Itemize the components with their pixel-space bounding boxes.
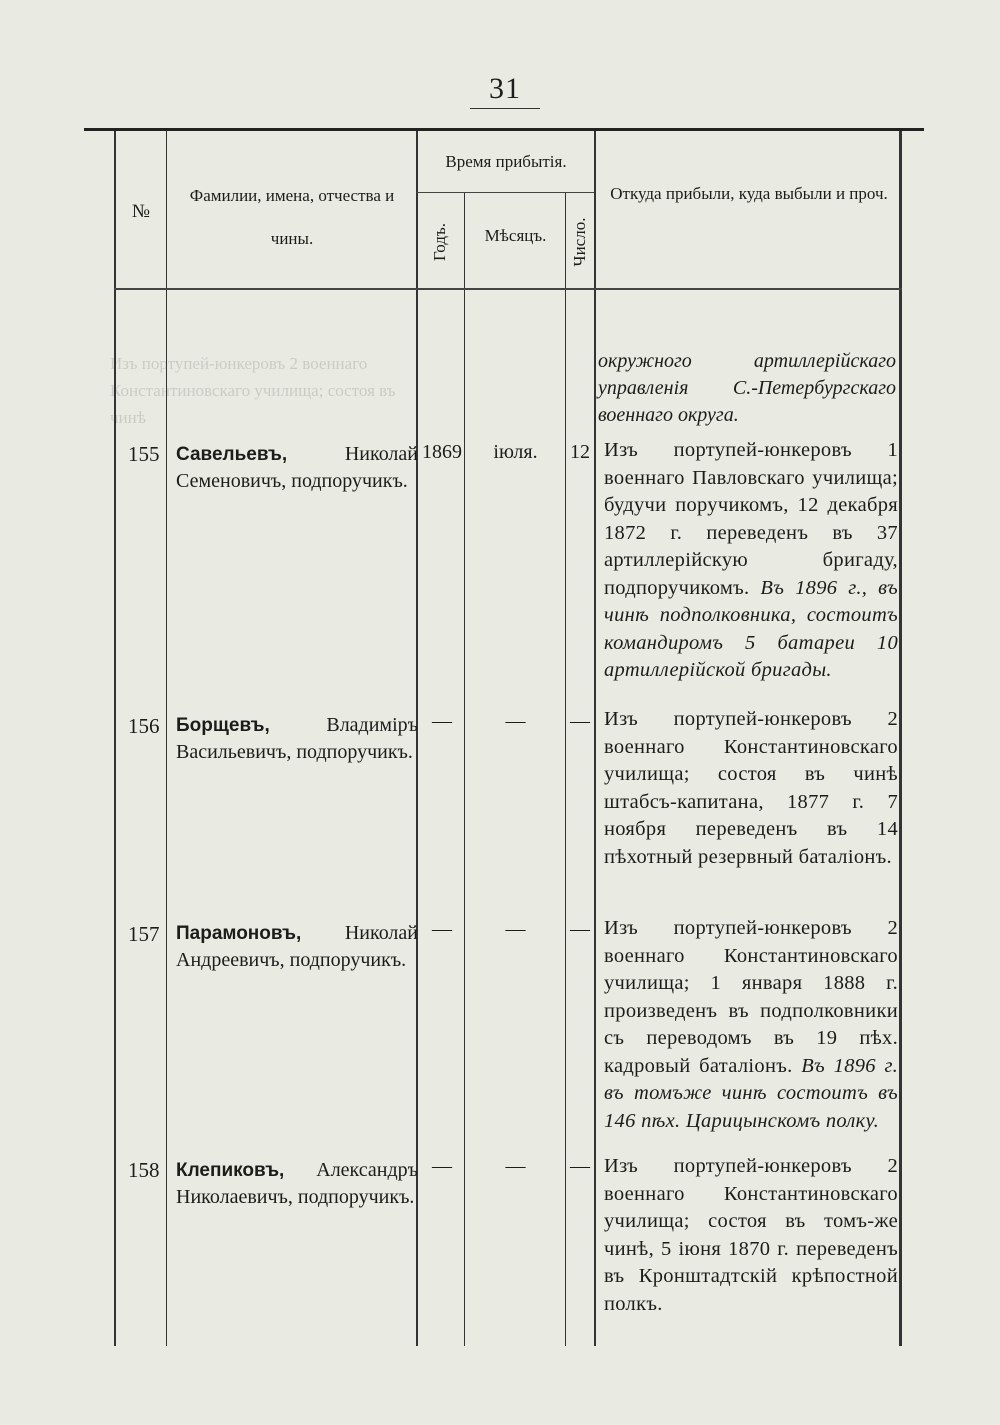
arrival-month: — xyxy=(505,1155,526,1177)
arrival-year: 1869 xyxy=(422,441,462,463)
name-rest: Николай Семеновичъ, подпоручикъ. xyxy=(176,443,418,492)
record-text: Изъ портупей-юнкеровъ 2 военнаго Константиновскаго училища; 1 января 1888 г. произведенъ въ подполковники съ переводомъ въ 19 пѣх. кадровый баталіонъ. xyxy=(604,917,898,1077)
service-record xyxy=(604,437,898,685)
surname: Борщевъ, xyxy=(176,715,270,736)
officer-name xyxy=(176,920,418,974)
arrival-day: — xyxy=(570,710,590,732)
surname: Клепиковъ, xyxy=(176,1160,285,1181)
continuation-note: окружного артиллерійскаго управленія С.-Петербургскаго военнаго округа. xyxy=(598,350,896,426)
record-note: Въ 1896 г., въ чинѣ подполковника, состоитъ командиромъ 5 батареи 10 артиллерійской бригады. xyxy=(604,576,898,681)
officer-name xyxy=(176,1157,418,1211)
header-names: Фамилии, имена, отчества и чины. xyxy=(189,186,395,248)
header-whence: Откуда прибыли, куда выбыли и проч. xyxy=(610,184,888,203)
header-year: Годъ. xyxy=(430,222,449,262)
name-rest: Владиміръ Васильевичъ, подпоручикъ. xyxy=(176,714,418,763)
arrival-month: — xyxy=(505,918,526,940)
header-subrule xyxy=(416,192,594,193)
row-number: 157 xyxy=(128,922,160,946)
service-record xyxy=(604,915,898,1135)
row-number: 156 xyxy=(128,714,160,738)
column-divider xyxy=(594,131,596,1346)
service-record xyxy=(604,1153,898,1318)
arrival-year: — xyxy=(432,710,452,732)
table-right-border xyxy=(899,131,902,1346)
arrival-year: — xyxy=(432,1155,452,1177)
arrival-month: іюля. xyxy=(493,441,538,463)
page-number: 31 xyxy=(470,72,540,109)
record-note: Въ 1896 г. въ томъже чинѣ состоитъ въ 146 пѣх. Царицынскомъ полку. xyxy=(604,1054,898,1132)
bleed-through-text: Изъ портупей-юнкеровъ 2 военнаго Константиновскаго училища; состоя въ чинѣ xyxy=(110,354,396,427)
arrival-day: 12 xyxy=(570,441,590,463)
top-rule xyxy=(84,128,924,131)
officer-name xyxy=(176,441,418,495)
header-month: Мѣсяцъ. xyxy=(484,226,547,245)
arrival-year: — xyxy=(432,918,452,940)
header-number: № xyxy=(131,201,151,222)
table-left-border xyxy=(114,131,116,1346)
header-arrival: Время прибытія. xyxy=(445,152,567,171)
row-number: 155 xyxy=(128,442,160,466)
officer-name xyxy=(176,712,418,766)
name-rest: Александръ Николаевичъ, подпоручикъ. xyxy=(176,1159,418,1208)
record-text: Изъ портупей-юнкеровъ 2 военнаго Константиновскаго училища; состоя въ томъ-же чинѣ, 5 іюня 1870 г. переведенъ въ Кронштадтскій крѣпостной полкъ. xyxy=(604,1155,898,1315)
name-rest: Николай Андреевичъ, подпоручикъ. xyxy=(176,922,418,971)
record-text: Изъ портупей-юнкеровъ 1 военнаго Павловскаго училища; будучи поручикомъ, 12 декабря 1872 г. переведенъ въ 37 артиллерійскую бригаду, подпоручикомъ. xyxy=(604,439,898,599)
header-day: Число. xyxy=(570,217,589,267)
arrival-month: — xyxy=(505,710,526,732)
service-record xyxy=(604,706,898,871)
surname: Парамоновъ, xyxy=(176,923,302,944)
record-text: Изъ портупей-юнкеровъ 2 военнаго Константиновскаго училища; состоя въ чинѣ штабсъ-капитана, 1877 г. 7 ноября переведенъ въ 14 пѣхотный резервный баталіонъ. xyxy=(604,708,898,868)
header-bottom-rule xyxy=(114,288,902,290)
arrival-day: — xyxy=(570,1155,590,1177)
surname: Савельевъ, xyxy=(176,444,288,465)
row-number: 158 xyxy=(128,1158,160,1182)
arrival-day: — xyxy=(570,918,590,940)
